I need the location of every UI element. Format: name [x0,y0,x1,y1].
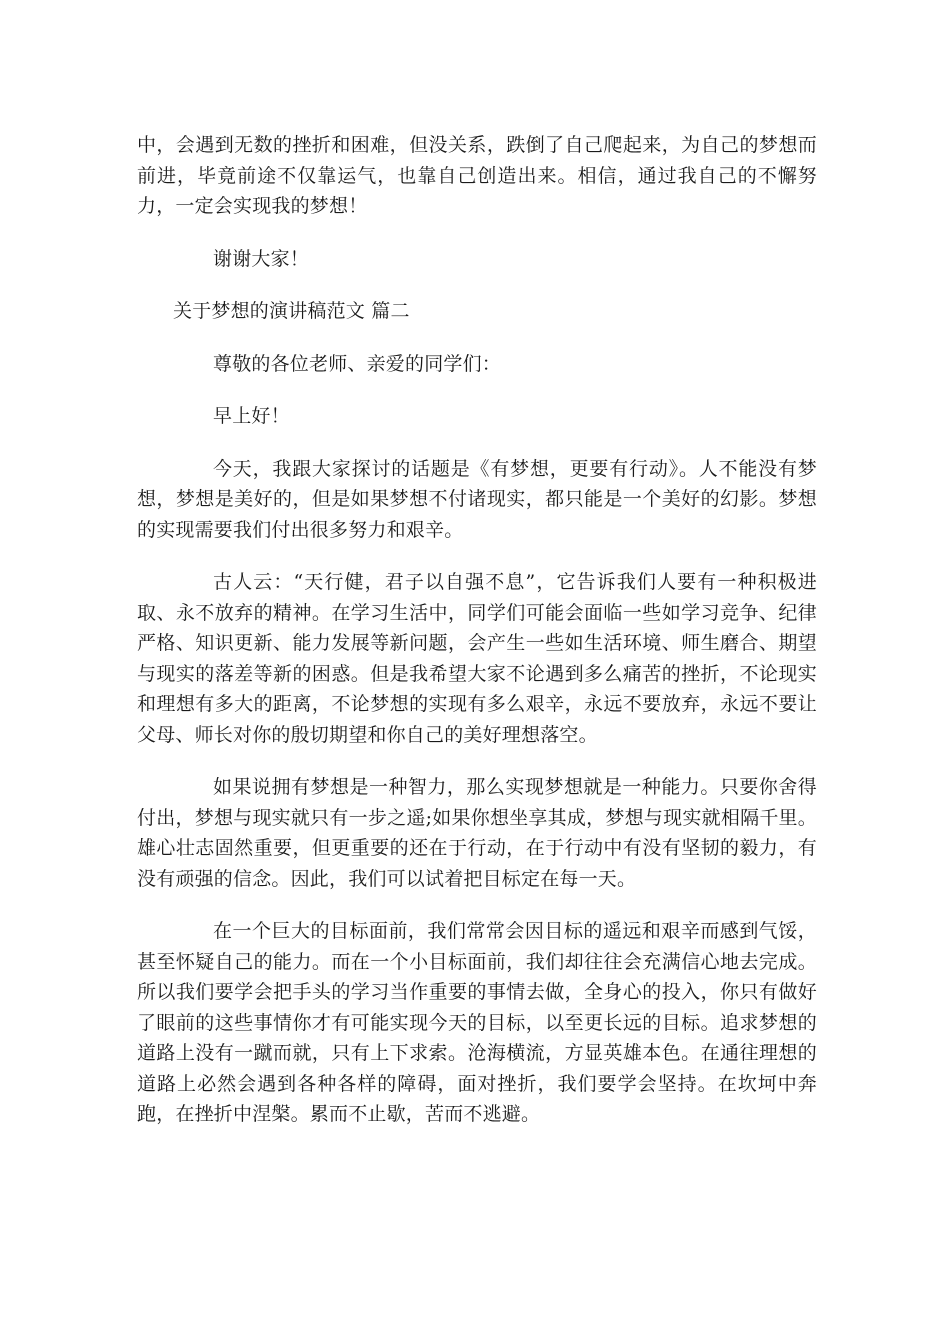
paragraph-thanks: 谢谢大家！ [213,247,310,270]
paragraph-continuation: 中，会遇到无数的挫折和困难，但没关系，跌倒了自己爬起来，为自己的梦想而前进，毕竟前途不仅靠运气，也靠自己创造出来。相信，通过我自己的不懈努力，一定会实现我的梦想！ [137,134,817,217]
paragraph-ability: 如果说拥有梦想是一种智力，那么实现梦想就是一种能力。只要你舍得付出，梦想与现实就只有一步之遥;如果你想坐享其成，梦想与现实就相隔千里。雄心壮志固然重要，但更重要的还在于行动，在于行动中有没有坚韧的毅力，有没有顽强的信念。因此，我们可以试着把目标定在每一天。 [137,776,817,890]
paragraph-ancient-saying: 古人云：“天行健，君子以自强不息”，它告诉我们人要有一种积极进取、永不放弃的精神。在学习生活中，同学们可能会面临一些如学习竞争、纪律严格、知识更新、能力发展等新问题，会产生一些如生活环境、师生磨合、期望与现实的落差等新的困惑。但是我希望大家不论遇到多么痛苦的挫折，不论现实和理想有多大的距离，不论梦想的实现有多么艰辛，永远不要放弃，永远不要让父母、师长对你的殷切期望和你自己的美好理想落空。 [137,571,817,746]
paragraph-topic: 今天，我跟大家探讨的话题是《有梦想，更要有行动》。人不能没有梦想，梦想是美好的，但是如果梦想不付诸现实，都只能是一个美好的幻影。梦想的实现需要我们付出很多努力和艰辛。 [137,457,817,541]
document-page [137,130,817,1130]
paragraph-salutation: 尊敬的各位老师、亲爱的同学们： [213,352,502,375]
paragraph-small-goals: 在一个巨大的目标面前，我们常常会因目标的遥远和艰辛而感到气馁，甚至怀疑自己的能力。而在一个小目标面前，我们却往往会充满信心地去完成。所以我们要学会把手头的学习当作重要的事情去做，全身心的投入，你只有做好了眼前的这些事情你才有可能实现今天的目标，以至更长远的目标。追求梦想的道路上没有一蹴而就，只有上下求索。沧海横流，方显英雄本色。在通往理想的道路上必然会遇到各种各样的障碍，面对挫折，我们要学会坚持。在坎坷中奔跑，在挫折中涅槃。累而不止歇，苦而不逃避。 [137,920,817,1125]
paragraph-greeting: 早上好！ [213,405,290,427]
section-heading: 关于梦想的演讲稿范文 篇二 [173,300,410,322]
